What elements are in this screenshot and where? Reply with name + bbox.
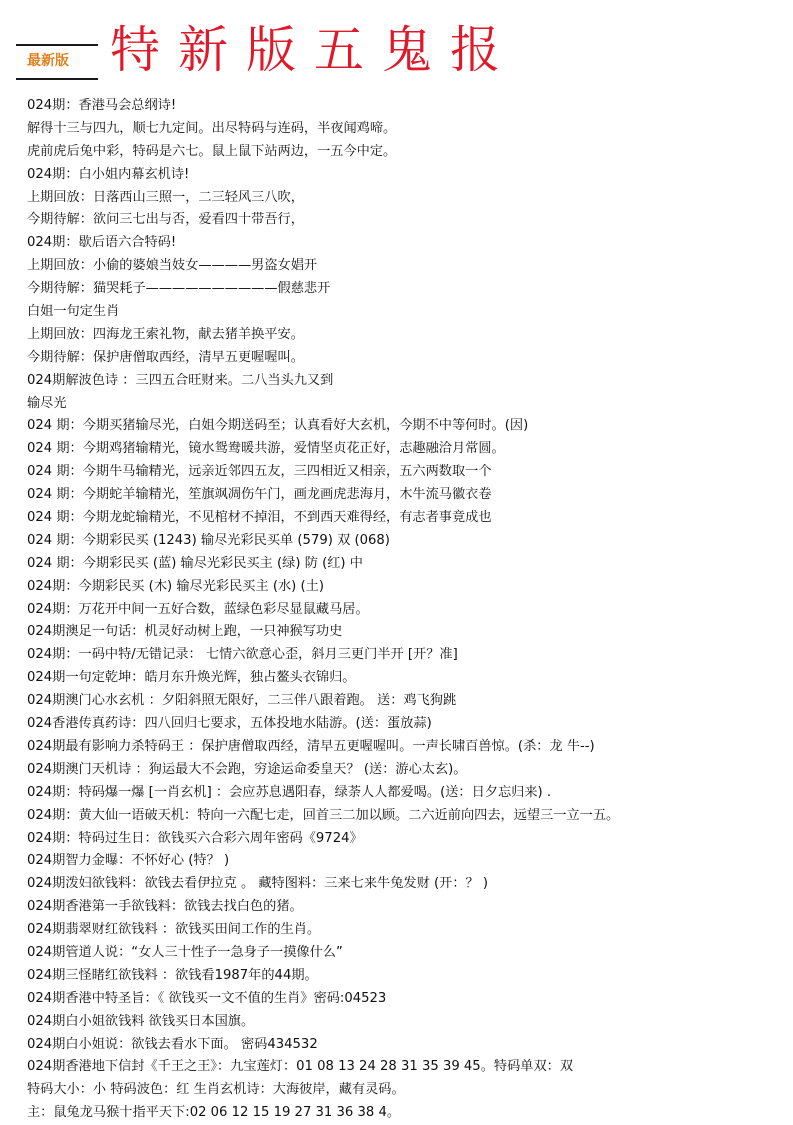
text-line: 024 期：今期买猪输尽光，白姐今期送码至；认真看好大玄机，今期不中等何时。(因): [27, 418, 529, 434]
text-line: 024期澳门心水玄机 ：夕阳斜照无限好，二三伴八跟着跑。 送：鸡飞狗跳: [27, 693, 457, 709]
text-line: 024 期：今期蛇羊输精光，笙旗飒凋伤午门，画龙画虎悲海月，木牛流马徽衣卷: [27, 487, 492, 503]
text-line: 024 期：今期鸡猪输精光，镜水鸳鸯暖共游，爱情坚贞花正好，志趣融洽月常圆。: [27, 441, 505, 457]
text-line: 024期香港中特圣旨：《 欲钱买一文不值的生肖》密码:04523: [27, 990, 387, 1006]
text-line: 024期：白小姐内幕玄机诗!: [27, 166, 190, 182]
text-line: 024期白小姐欲钱料 欲钱买日本国旗。: [27, 1013, 255, 1029]
text-line: 024期：歇后语六合特码!: [27, 235, 177, 251]
text-line: 024 期：今期彩民买 (1243) 输尽光彩民买单 (579) 双 (068): [27, 532, 390, 548]
edition-badge: [16, 40, 98, 80]
text-line: 024 期：今期龙蛇输精光，不见棺材不掉泪，不到西天难得经，有志者事竟成也: [27, 510, 492, 526]
text-line: 024期泼妇欲钱料：欲钱去看伊拉克 。 藏特图料：三来七来牛兔发财 (开：？ ): [27, 876, 489, 892]
text-line: 上期回放：小偷的婆娘当妓女————男盗女娼开: [27, 258, 318, 274]
page-header: [0, 0, 793, 92]
text-line: 解得十三与四九，顺七九定间。出尽特码与连码，半夜闻鸡啼。: [27, 120, 397, 136]
text-line: 024期三怪睹红欲钱料 ：欲钱看1987年的44期。: [27, 967, 318, 983]
badge-rule-bottom: [16, 78, 98, 80]
text-line: 024期：今期彩民买 (木) 输尽光彩民买主 (水) (土): [27, 578, 324, 594]
text-line: 024香港传真药诗：四八回归七要求，五体投地水陆游。(送：蛋放蒜): [27, 716, 432, 732]
page-title: 特新版五鬼报: [110, 21, 518, 79]
text-line: 024期香港第一手欲钱料：欲钱去找白色的猪。: [27, 899, 303, 915]
text-line: 024期一句定乾坤：皓月东升焕光辉，独占鳌头衣锦归。: [27, 670, 356, 686]
text-line: 今期待解：猫哭耗子——————————假慈悲开: [27, 281, 331, 297]
text-line: 024期白小姐说：欲钱去看水下面。 密码434532: [27, 1036, 318, 1052]
text-line: 024期管道人说：“女人三十性子一急身子一摸像什么”: [27, 944, 343, 960]
text-line: 024期：特码爆一爆 [一肖玄机] ：会应苏息遇阳春，绿荼人人都爱喝。(送：日夕忘归来) .: [27, 784, 552, 800]
text-line: 024期：香港马会总纲诗!: [27, 98, 177, 113]
text-line: 今期待解：保护唐僧取西经，清早五更喔喔叫。: [27, 349, 304, 365]
text-line: 024期：万花开中间一五好合数，蓝绿色彩尽显鼠藏马居。: [27, 601, 369, 617]
text-line: 特码大小：小 特码波色：红 生肖玄机诗：大海彼岸，藏有灵码。: [27, 1082, 405, 1098]
text-line: 024期澳足一句话：机灵好动树上跑，一只神猴写功史: [27, 624, 343, 640]
text-line: 虎前虎后兔中彩，特码是六七。鼠上鼠下站两边，一五今中定。: [27, 143, 397, 159]
content-lines: [27, 95, 787, 1125]
text-line: 024期：一码中特/无错记录： 七情六欲意心歪，斜月三更门半开 [开？准]: [27, 647, 458, 663]
text-line: 024期解波色诗 ：三四五合旺财来。二八当头九又到: [27, 372, 334, 388]
text-line: 024期澳门天机诗 ：狗运最大不会跑，穷途运命委皇天？ (送：游心太玄)。: [27, 761, 467, 777]
text-line: 024期：黄大仙一语破天机：特向一六配七走，回首三二加以顾。二六近前向四去，远望三一立一五。: [27, 807, 620, 823]
text-line: 主：鼠兔龙马猴十指平天下:02 06 12 15 19 27 31 36 38 4。: [27, 1105, 401, 1121]
text-line: 上期回放：日落西山三照一，二三轻风三八吹，: [27, 189, 304, 205]
text-line: 024期：特码过生日：欲钱买六合彩六周年密码《9724》: [27, 830, 363, 846]
text-line: 白姐一句定生肖: [27, 304, 120, 320]
text-line: 今期待解：欲问三七出与否，爱看四十带吾行，: [27, 212, 304, 228]
text-line: 024期智力金曝：不怀好心 (特？ ): [27, 853, 230, 869]
text-line: 024 期：今期彩民买 (蓝) 输尽光彩民买主 (绿) 防 (红) 中: [27, 555, 363, 571]
badge-label: 最新版: [27, 53, 69, 69]
text-line: 输尽光: [27, 395, 67, 411]
text-line: 上期回放：四海龙王索礼物，献去猪羊换平安。: [27, 326, 304, 342]
text-line: 024期最有影响力杀特码王 ：保护唐僧取西经，清早五更喔喔叫。一声长啸百兽惊。(杀：龙 牛--): [27, 738, 595, 754]
text-line: 024 期：今期牛马输精光，远亲近邻四五友，三四相近又相亲，五六两数取一个: [27, 464, 492, 480]
text-line: 024期香港地下信封《千王之王》：九宝莲灯：01 08 13 24 28 31 35 39 45。特码单双：双: [27, 1059, 574, 1075]
badge-rule-top: [16, 44, 98, 46]
text-line: 024期翡翠财红欲钱料 ：欲钱买田间工作的生肖。: [27, 922, 321, 938]
